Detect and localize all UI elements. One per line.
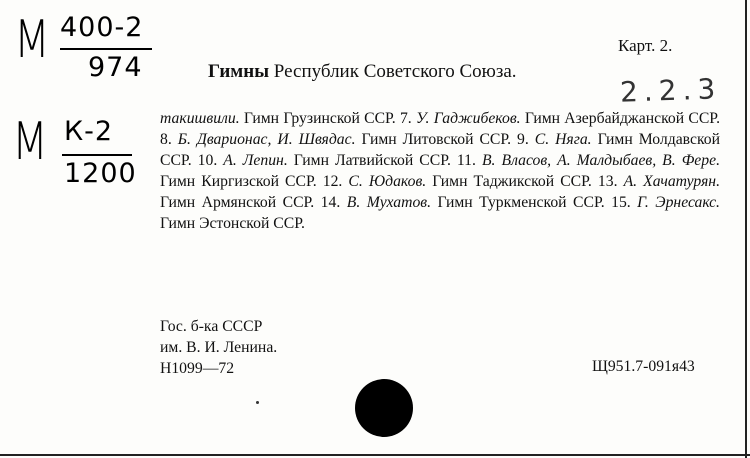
body-text-segment: Гимн Армянской ССР. 14. bbox=[160, 194, 347, 211]
body-name-segment: А. Лепин. bbox=[223, 152, 288, 169]
handwritten-code-top: 400-2 bbox=[60, 12, 144, 43]
library-line-2: им. В. И. Ленина. bbox=[160, 339, 278, 356]
handwritten-code-bottom: К-2 bbox=[64, 116, 114, 147]
body-text-segment: Гимн Литовской ССР. 9. bbox=[355, 131, 535, 148]
library-imprint bbox=[160, 316, 277, 379]
ink-speck bbox=[256, 401, 259, 404]
library-line-3: Н1099—72 bbox=[160, 360, 235, 377]
card-right-edge bbox=[745, 0, 747, 458]
body-text-segment: Гимн Молдавской ССР. 10. bbox=[160, 131, 721, 169]
catalog-code: Щ951.7-091я43 bbox=[592, 358, 695, 375]
card-body-text bbox=[160, 108, 720, 234]
handwritten-letter-top: М bbox=[14, 10, 51, 70]
body-name-segment: С. Няга. bbox=[534, 131, 592, 148]
body-name-segment: Б. Дварионас, И. Швядас. bbox=[177, 131, 356, 148]
body-name-segment: У. Гаджибеков. bbox=[415, 110, 521, 127]
body-name-segment: такишвили. bbox=[160, 110, 240, 127]
body-text-segment: Гимн Грузинской ССР. 7. bbox=[239, 110, 416, 127]
title-rest: Республик Советского Союза. bbox=[269, 61, 517, 82]
handwritten-underline-bottom bbox=[62, 154, 132, 156]
body-name-segment: А. Хачатурян. bbox=[623, 173, 720, 190]
body-text-segment: Гимн Азербайджанской ССР. 8. bbox=[160, 110, 720, 148]
card-punch-hole bbox=[355, 379, 413, 437]
body-text-segment: Гимн Киргизской ССР. 12. bbox=[160, 173, 349, 190]
card-bottom-edge bbox=[0, 454, 750, 456]
handwritten-number-top: 974 bbox=[88, 52, 143, 83]
handwritten-number-bottom: 1200 bbox=[64, 158, 137, 189]
title-bold: Гимны bbox=[208, 61, 270, 82]
card-number: Карт. 2. bbox=[618, 36, 673, 55]
body-text-segment: Гимн Латвийской ССР. 11. bbox=[287, 152, 482, 169]
body-text-segment: Гимн Таджикской ССР. 13. bbox=[426, 173, 624, 190]
body-name-segment: Г. Эрнесакс. bbox=[637, 194, 720, 211]
card-title bbox=[208, 61, 517, 83]
body-name-segment: С. Юдаков. bbox=[348, 173, 427, 190]
handwritten-letter-bottom: М bbox=[12, 112, 49, 172]
body-text-segment: Гимн Эстонской ССР. bbox=[160, 215, 305, 232]
handwritten-underline-top bbox=[60, 48, 152, 50]
library-line-1: Гос. б-ка СССР bbox=[160, 318, 263, 335]
body-name-segment: В. Мухатов. bbox=[346, 194, 432, 211]
body-text-segment: Гимн Туркменской ССР. 15. bbox=[431, 194, 638, 211]
body-name-segment: В. Власов, А. Малдыбаев, В. Фере. bbox=[481, 152, 720, 169]
handwritten-mark: 2.2.3 bbox=[619, 72, 722, 109]
